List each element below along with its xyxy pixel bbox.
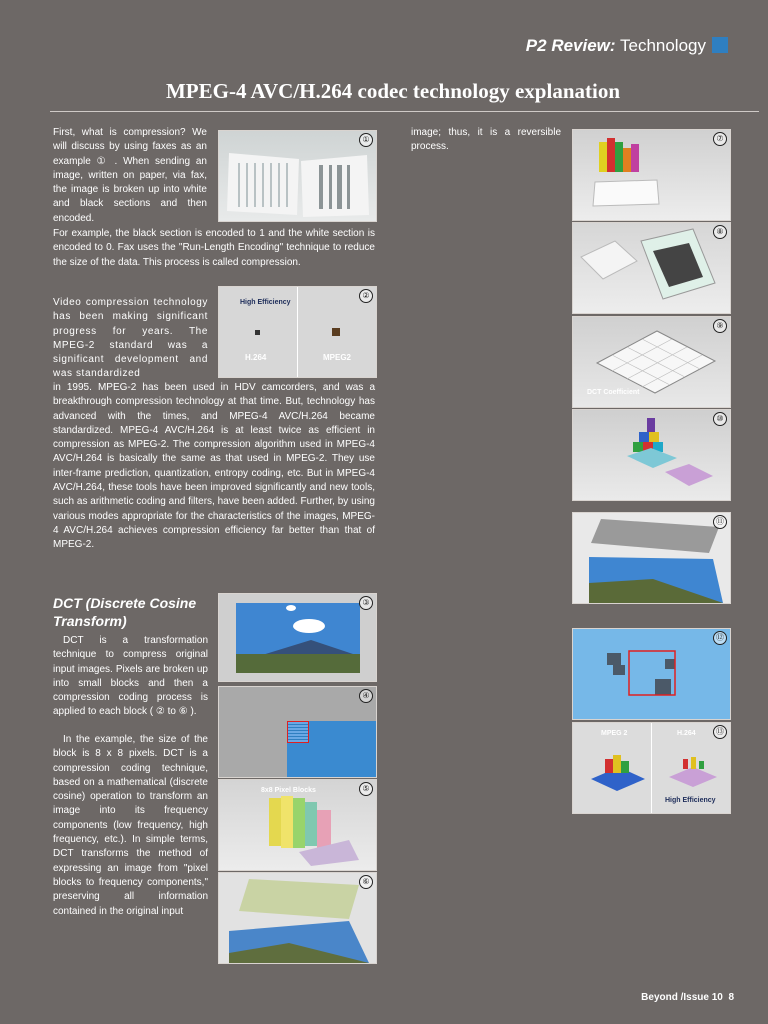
- figure-number: ⑦: [713, 132, 727, 146]
- compression-para-2b: in 1995. MPEG-2 has been used in HDV camcorders, and was a breakthrough compression technology at that time. But, technology has advanced with the times, and MPEG-4 AVC/H.264 became standardized. MPEG-4 AVC/H.264 is at least twice as efficient in compression as MPEG-2. The compression algorithm used in MPEG-4 AVC/H.264 is basically the same as that used in MPEG-2. They use inter-frame prediction, quantization, entropy coding, etc. But in MPEG-4 AVC/H.264, these tools have been improved significantly and new tools, such as arithmetic coding and filters, have been added. Further, by using various modes appropriate for the characteristics of the images, MPEG-4 AVC/H.264 achieves compression efficiency far better than that of MPEG-2.: [53, 382, 375, 551]
- figure-8-device: [572, 222, 731, 314]
- figure-number: ⑧: [713, 225, 727, 239]
- fig2-title: High Efficiency: [240, 299, 291, 306]
- dct-heading: DCT (Discrete Cosine Transform): [53, 595, 197, 629]
- compression-para-2a: Video compression technology has been making significant progress for years. The MPEG-2 standard was a significant development and was standardized: [53, 297, 208, 380]
- dct-para-2: In the example, the size of the block is 8 x 8 pixels. DCT is a compression coding technique, based on a mathematical (discrete cosine) operation to transform an image into its frequency components (low frequency, high frequency, etc.). In simple terms, DCT transforms the method of expressing an image from "pixel blocks to frequency components," preserving all information contained in the original input: [53, 734, 208, 917]
- stacked-layers-illustration: [573, 513, 730, 603]
- figure-6-layers: [218, 872, 377, 964]
- figure-13-comparison: [572, 722, 731, 814]
- zoom-block-illustration: [573, 629, 730, 719]
- title-rule: [50, 111, 759, 112]
- fig2-right-label: MPEG2: [323, 353, 352, 362]
- figure-number: ②: [359, 289, 373, 303]
- fig13-bottom-label: High Efficiency: [665, 797, 716, 804]
- section-header: [526, 36, 728, 56]
- layers-illustration: [219, 873, 376, 963]
- figure-12-zoom-block: [572, 628, 731, 720]
- h264-block: [255, 330, 260, 335]
- figure-11-layers: [572, 512, 731, 604]
- figure-number: ⑫: [713, 631, 727, 645]
- section-topic: Technology: [619, 36, 706, 55]
- divider: [297, 287, 298, 377]
- landscape-photo: [219, 594, 376, 681]
- bar-blocks-illustration: [573, 130, 730, 220]
- dct-para-1: DCT is a transformation technique to compress original input images. Pixels are broken up into small blocks and then a compression coding process is applied to each block ( ② to ⑥ ).: [53, 635, 208, 718]
- device-illustration: [573, 223, 730, 313]
- fig2-left-label: H.264: [245, 353, 267, 362]
- page-number: 8: [728, 992, 734, 1003]
- figure-1-fax: [218, 130, 377, 222]
- figure-number: ⑤: [359, 782, 373, 796]
- figure-10-pyramid: [572, 409, 731, 501]
- figure-5-pixel-blocks: [218, 779, 377, 871]
- figure-4-block: [218, 686, 377, 778]
- section-label: P2 Review:: [525, 36, 616, 55]
- divider: [651, 723, 652, 813]
- compression-para-3: image; thus, it is a reversible process.: [411, 127, 561, 153]
- figure-2-efficiency: [218, 286, 377, 378]
- fig13-right-label: H.264: [677, 730, 696, 737]
- accent-square: [712, 37, 728, 53]
- figure-7-blocks-grid: [572, 129, 731, 221]
- fig5-label: 8x8 Pixel Blocks: [261, 787, 316, 794]
- figure-number: ③: [359, 596, 373, 610]
- mpeg2-block: [332, 328, 340, 336]
- figure-number: ⑬: [713, 725, 727, 739]
- fig9-label: DCT Coefficient: [587, 389, 640, 396]
- figure-number: ⑥: [359, 875, 373, 889]
- figure-3-landscape: [218, 593, 377, 682]
- figure-number: ⑪: [713, 515, 727, 529]
- fax-pages-illustration: [219, 131, 376, 221]
- compression-para-1b: For example, the black section is encoded to 1 and the white section is encoded to 0. Fax uses the "Run-Length Encoding" technique to reduce the size of the data. This process is called compression.: [53, 228, 375, 268]
- fig13-left-label: MPEG 2: [601, 730, 628, 737]
- figure-number: ⑩: [713, 412, 727, 426]
- compression-para-1a: First, what is compression? We will discuss by using faxes as an example ① . When sending an image, written on paper, via fax, the image is broken up into white and black sections and then encoded.: [53, 127, 207, 224]
- publication-issue: Beyond /Issue 10: [641, 992, 723, 1003]
- pyramid-illustration: [573, 410, 730, 500]
- figure-number: ④: [359, 689, 373, 703]
- figure-number: ①: [359, 133, 373, 147]
- figure-number: ⑨: [713, 319, 727, 333]
- pixel-block: [287, 721, 309, 743]
- page-title: MPEG-4 AVC/H.264 codec technology explanation: [165, 79, 621, 103]
- page-footer: [641, 992, 734, 1003]
- figure-9-dct-coefficient: [572, 316, 731, 408]
